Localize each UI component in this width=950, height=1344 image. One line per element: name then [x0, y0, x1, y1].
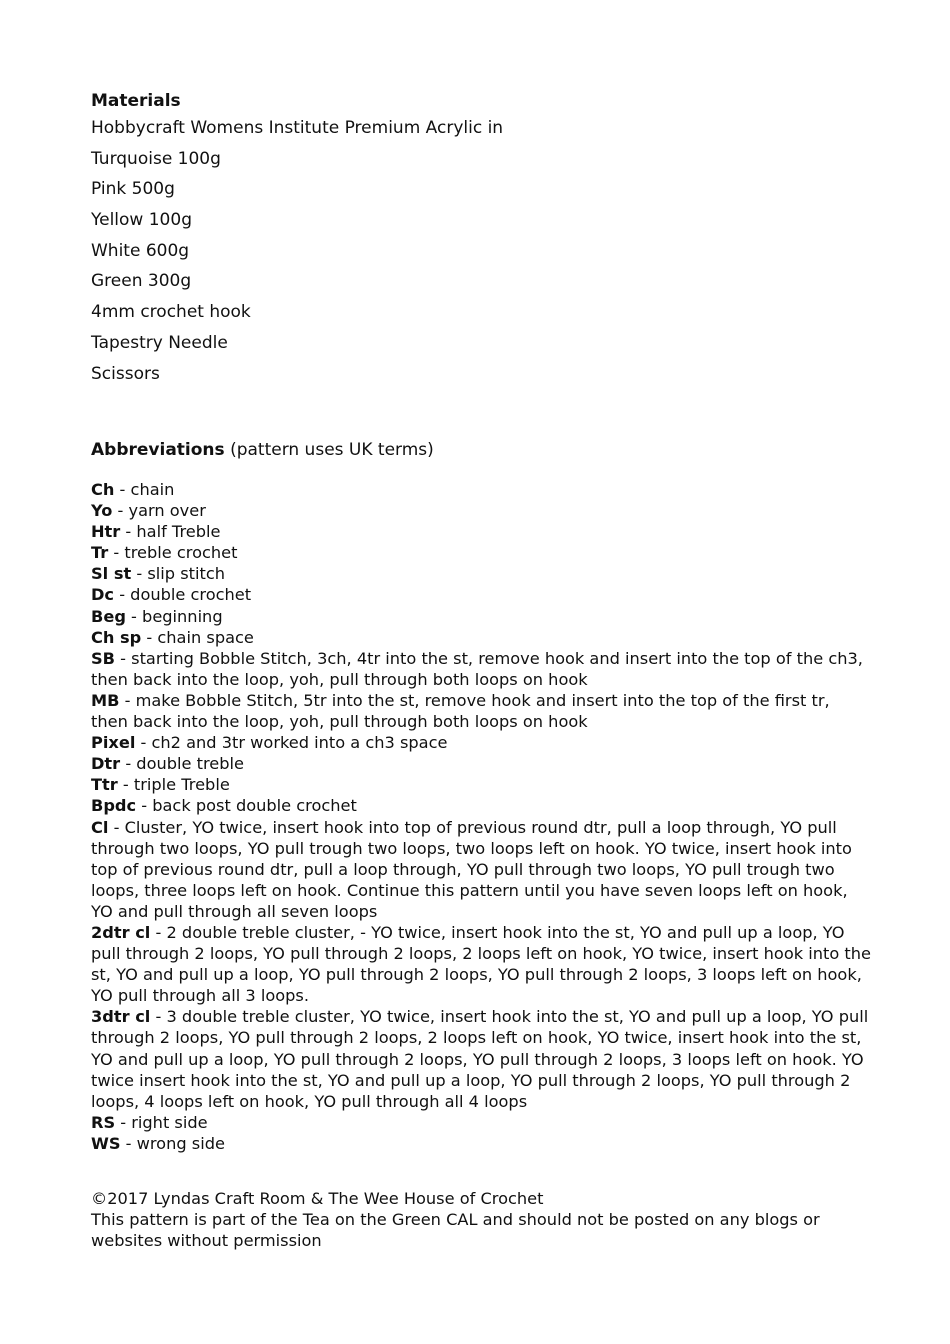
materials-item: Tapestry Needle — [91, 332, 228, 353]
abbreviation-item — [91, 563, 871, 584]
materials-heading: Materials — [91, 91, 181, 111]
abbreviation-definition: - 2 double treble cluster, - YO twice, insert hook into the st, YO and pull up a loop, YO pull through 2 loops, YO pull through 2 loops, 2 loops left on hook, YO twice, insert hook into the st, YO and pull up a loop, YO pull through 2 loops, YO pull through 2 loops, 3 loops left on hook, YO pull through all 3 loops. — [91, 922, 871, 1006]
abbreviation-item — [91, 542, 871, 563]
abbreviation-definition: - ch2 and 3tr worked into a ch3 space — [135, 733, 448, 753]
abbreviations-title: Abbreviations — [91, 440, 225, 460]
abbreviation-term: Yo — [91, 501, 113, 521]
abbreviation-item — [91, 1133, 871, 1154]
abbreviation-item — [91, 627, 871, 648]
abbreviation-definition: - triple Treble — [117, 775, 230, 795]
materials-item: White 600g — [91, 240, 190, 261]
abbreviation-definition: - double treble — [120, 754, 244, 774]
materials-item: Green 300g — [91, 271, 192, 292]
materials-item: 4mm crochet hook — [91, 302, 251, 323]
permission-notice: This pattern is part of the Tea on the Green CAL and should not be posted on any blogs or websites without permission — [91, 1210, 820, 1251]
abbreviation-term: Beg — [91, 606, 126, 626]
abbreviation-term: Dc — [91, 585, 115, 605]
abbreviation-definition: - Cluster, YO twice, insert hook into top of previous round dtr, pull a loop through, YO pull through two loops, YO pull trough two loops, two loops left on hook. YO twice, insert hook into top of previous round dtr, pull a loop through, YO pull through two loops, YO pull trough two loops, three loops left on hook. Continue this pattern until you have seven loops left on hook, YO and pull through all seven loops — [91, 817, 852, 921]
abbreviation-term: Sl st — [91, 564, 132, 584]
materials-section — [91, 88, 871, 391]
abbreviation-item — [91, 648, 871, 690]
abbreviation-item — [91, 521, 871, 542]
abbreviation-item — [91, 753, 871, 774]
abbreviation-term: Bpdc — [91, 796, 137, 816]
materials-item: Scissors — [91, 363, 160, 384]
abbreviation-term: RS — [91, 1112, 116, 1132]
abbreviation-item — [91, 690, 871, 732]
abbreviation-term: SB — [91, 648, 115, 668]
abbreviation-item — [91, 922, 871, 1006]
abbreviation-term: Pixel — [91, 733, 136, 753]
abbreviation-item — [91, 817, 871, 922]
abbreviation-item — [91, 732, 871, 753]
abbreviation-item — [91, 500, 871, 521]
abbreviation-definition: - make Bobble Stitch, 5tr into the st, remove hook and insert into the top of the first tr, then back into the loop, yoh, pull through both loops on hook — [91, 690, 830, 732]
abbreviations-heading — [91, 437, 871, 463]
abbreviation-term: Htr — [91, 522, 121, 542]
abbreviation-term: 3dtr cl — [91, 1007, 151, 1027]
materials-item: Turquoise 100g — [91, 148, 221, 169]
abbreviation-item — [91, 584, 871, 605]
abbreviation-definition: - slip stitch — [131, 564, 225, 584]
document-page — [91, 88, 871, 1251]
materials-item: Pink 500g — [91, 179, 175, 200]
abbreviation-definition: - right side — [115, 1112, 208, 1132]
abbreviation-term: Ttr — [91, 775, 118, 795]
abbreviations-section — [91, 437, 871, 1154]
abbreviation-term: WS — [91, 1133, 121, 1153]
abbreviation-item — [91, 774, 871, 795]
abbreviation-term: MB — [91, 690, 120, 710]
abbreviation-definition: - starting Bobble Stitch, 3ch, 4tr into the st, remove hook and insert into the top of the ch3, then back into the loop, yoh, pull through both loops on hook — [91, 648, 863, 689]
abbreviation-definition: - double crochet — [114, 585, 252, 605]
abbreviation-term: Ch sp — [91, 627, 142, 647]
abbreviations-list — [91, 479, 871, 1154]
materials-item: Yellow 100g — [91, 210, 192, 231]
abbreviation-definition: - chain space — [141, 627, 254, 647]
copyright-text: ©2017 Lyndas Craft Room & The Wee House of Crochet — [91, 1189, 544, 1208]
abbreviations-note: (pattern uses UK terms) — [230, 440, 434, 460]
abbreviation-item — [91, 479, 871, 500]
abbreviation-definition: - 3 double treble cluster, YO twice, insert hook into the st, YO and pull up a loop, YO pull through 2 loops, YO pull through 2 loops, 2 loops left on hook, YO twice, insert hook into the st, YO and pull up a loop, YO pull through 2 loops, YO pull through 2 loops, 3 loops left on hook. YO twice insert hook into the st, YO and pull up a loop, YO pull through 2 loops, YO pull through 2 loops, 4 loops left on hook, YO pull through all 4 loops — [91, 1007, 869, 1111]
abbreviation-item — [91, 1006, 871, 1111]
abbreviation-definition: - treble crochet — [108, 543, 238, 563]
abbreviation-term: Dtr — [91, 754, 121, 774]
abbreviation-term: Tr — [91, 543, 109, 563]
abbreviation-definition: - chain — [114, 480, 175, 499]
abbreviation-term: Cl — [91, 817, 109, 837]
abbreviation-term: Ch — [91, 480, 115, 499]
abbreviation-item — [91, 795, 871, 816]
abbreviation-definition: - yarn over — [112, 501, 206, 521]
abbreviation-definition: - back post double crochet — [136, 796, 357, 816]
abbreviation-item — [91, 606, 871, 627]
abbreviation-definition: - wrong side — [120, 1133, 225, 1153]
abbreviation-term: 2dtr cl — [91, 922, 151, 942]
abbreviation-definition: - beginning — [125, 606, 223, 626]
footer — [91, 1188, 871, 1251]
abbreviation-definition: - half Treble — [120, 522, 221, 542]
abbreviation-item — [91, 1112, 871, 1133]
materials-item: Hobbycraft Womens Institute Premium Acrylic in — [91, 118, 504, 138]
